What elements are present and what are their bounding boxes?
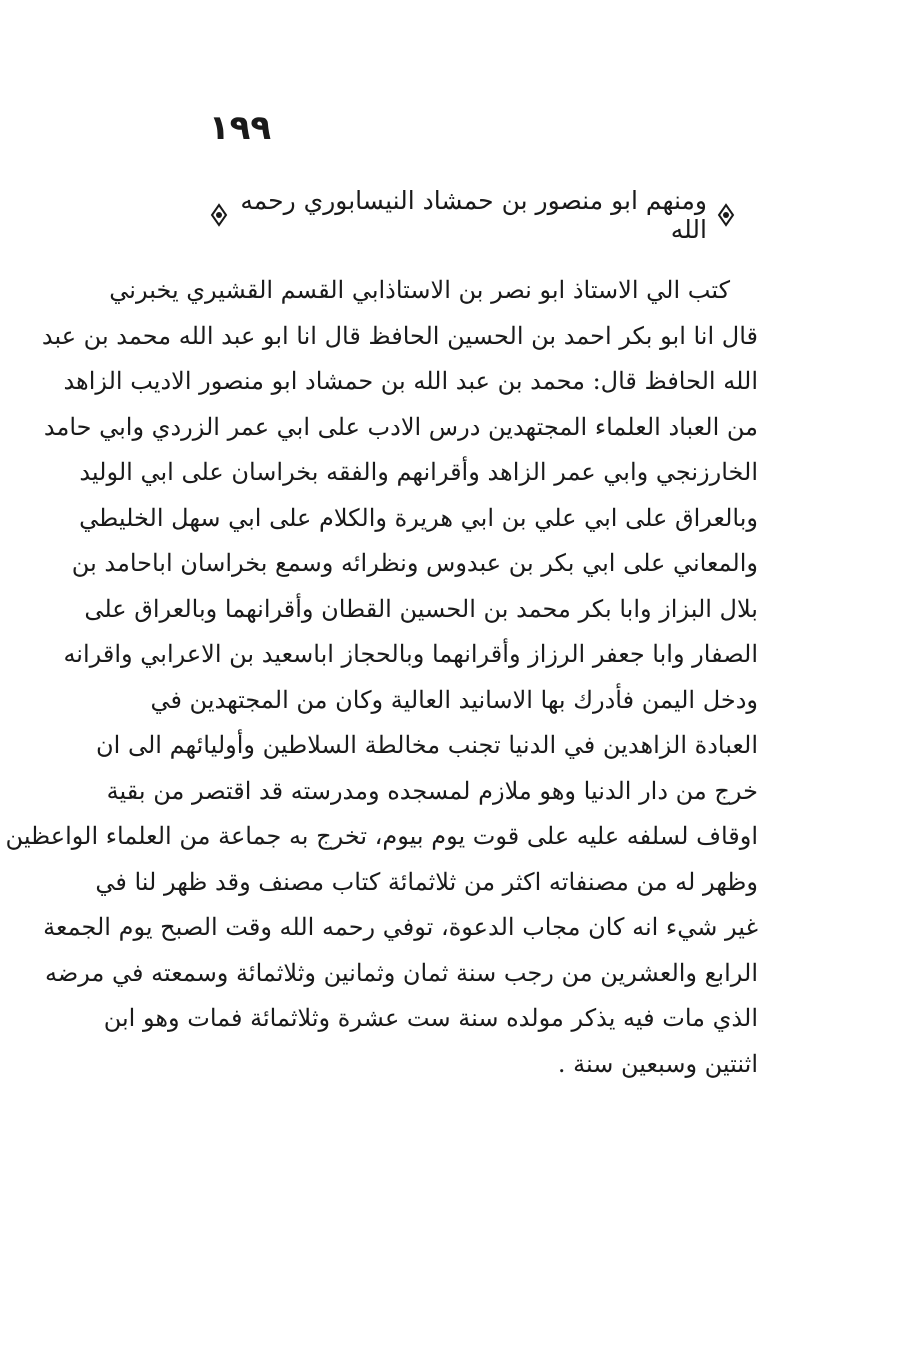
- text-line: بلال البزاز وابا بكر محمد بن الحسين القطان وأقرانهما وبالعراق على: [84, 594, 758, 623]
- text-line: قال انا ابو بكر احمد بن الحسين الحافظ قال انا ابو عبد الله محمد بن عبد: [41, 321, 758, 350]
- text-line: من العباد العلماء المجتهدين درس الادب على ابي عمر الزردي وابي حامد: [43, 412, 758, 441]
- text-line: الصفار وابا جعفر الرزاز وأقرانهما وبالحجاز اباسعيد بن الاعرابي واقرانه: [63, 640, 758, 668]
- text-line: الخارزنجي وابي عمر الزاهد وأقرانهم والفقه بخراسان على ابي الوليد: [79, 458, 758, 486]
- text-line: الرابع والعشرين من رجب سنة ثمان وثمانين وثلاثمائة وسمعته في مرضه: [45, 958, 758, 987]
- ornament-right-icon: [717, 204, 735, 226]
- text-line: الذي مات فيه يذكر مولده سنة ست عشرة وثلاثمائة فمات وهو ابن: [103, 1004, 758, 1032]
- text-line: الله الحافظ قال: محمد بن عبد الله بن حمشاد ابو منصور الاديب الزاهد: [63, 367, 758, 395]
- section-heading: [210, 186, 735, 244]
- text-line: العبادة الزاهدين في الدنيا تجنب مخالطة السلاطين وأوليائهم الى ان: [96, 731, 758, 759]
- text-line: وبالعراق على ابي علي بن ابي هريرة والكلام على ابي سهل الخليطي: [79, 503, 758, 532]
- text-line: ودخل اليمن فأدرك بها الاسانيد العالية وكان من المجتهدين في: [150, 685, 758, 714]
- text-line: كتب الي الاستاذ ابو نصر بن الاستاذابي القسم القشيري يخبرني: [109, 276, 730, 304]
- text-line: غير شيء انه كان مجاب الدعوة، توفي رحمه الله وقت الصبح يوم الجمعة: [43, 913, 758, 941]
- body-text: [5, 268, 758, 1087]
- text-line: اثنتين وسبعين سنة .: [557, 1049, 758, 1078]
- page-number: ١٩٩: [208, 108, 272, 148]
- heading-text: ومنهم ابو منصور بن حمشاد النيسابوري رحمه الله: [240, 186, 707, 244]
- text-line: اوقاف لسلفه عليه على قوت يوم بيوم، تخرج به جماعة من العلماء الواعظين: [5, 822, 758, 850]
- ornament-left-icon: [210, 204, 228, 226]
- text-line: والمعاني على ابي بكر بن عبدوس ونظرائه وسمع بخراسان اباحامد بن: [71, 549, 758, 577]
- text-line: خرج من دار الدنيا وهو ملازم لمسجده ومدرسته قد اقتصر من بقية: [106, 776, 758, 805]
- text-line: وظهر له من مصنفاته اكثر من ثلاثمائة كتاب مصنف وقد ظهر لنا في: [95, 867, 758, 896]
